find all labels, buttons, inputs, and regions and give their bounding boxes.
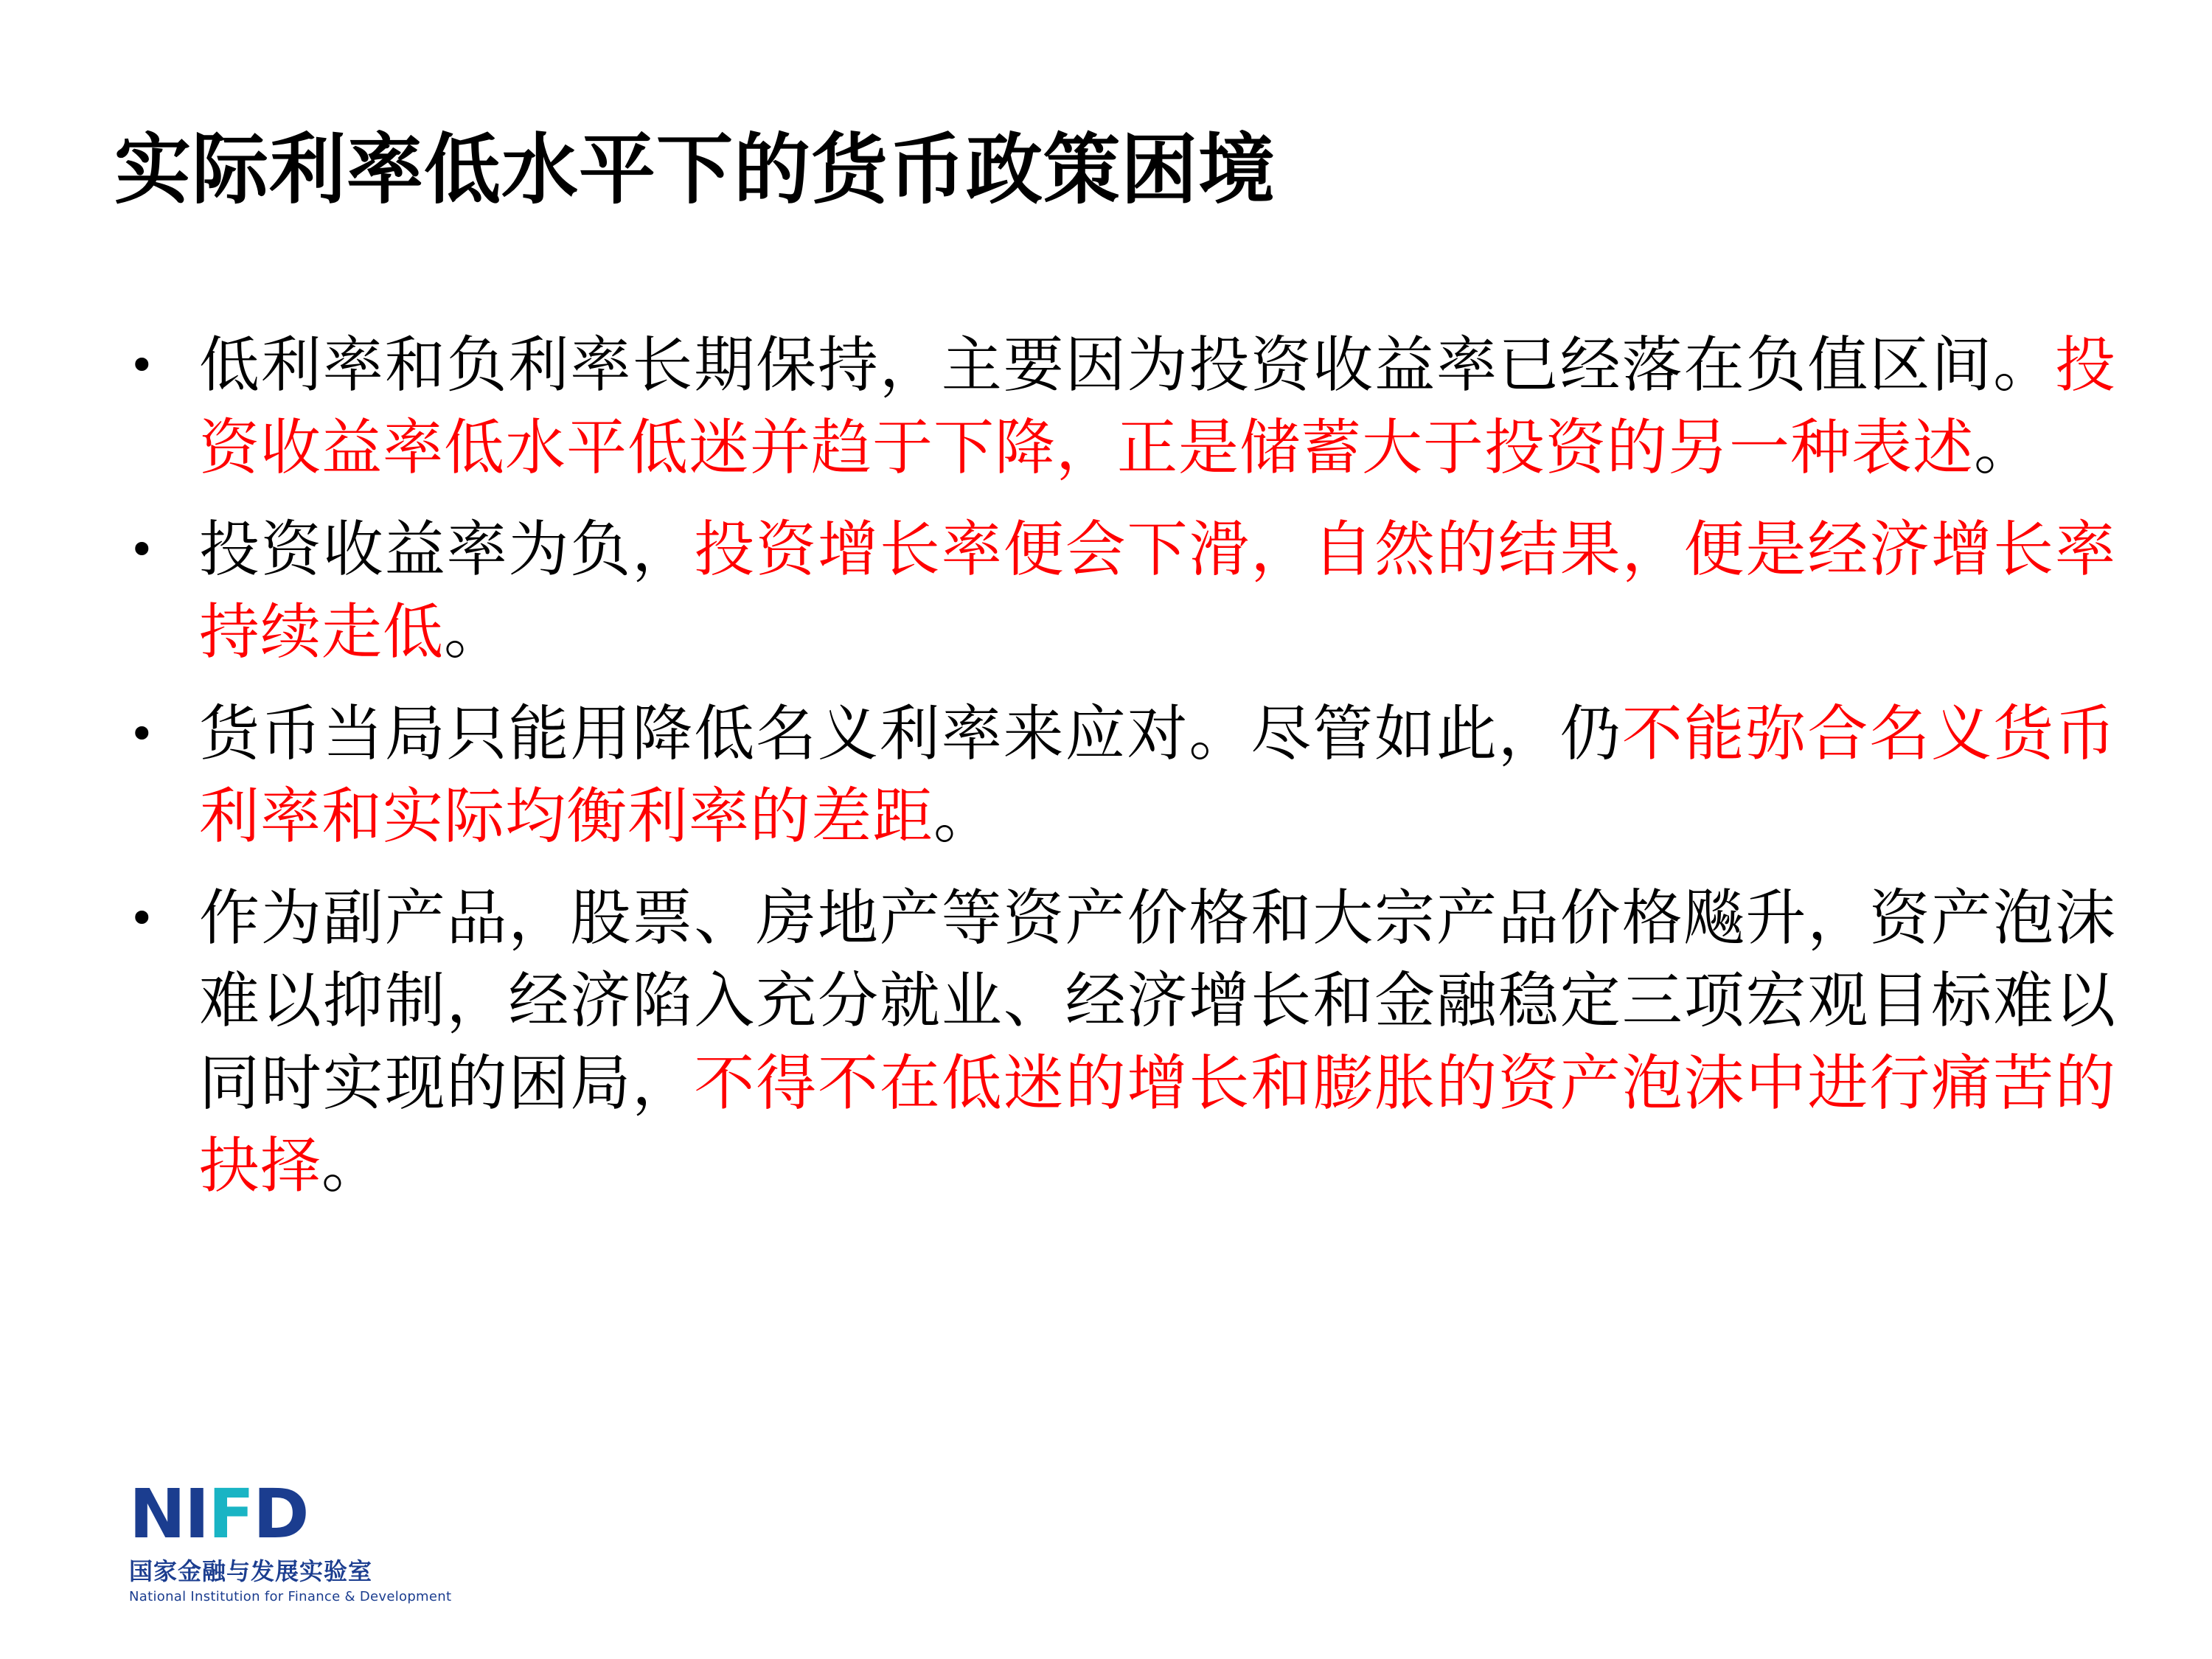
logo-letter-n: N	[129, 1475, 184, 1554]
list-item	[111, 877, 2116, 1208]
list-item-text: 不能弥合名义货币利率和实际均衡利率的差距	[199, 699, 2116, 852]
logo-letter-f: F	[208, 1475, 254, 1554]
list-item-text: 作为副产品，股票、房地产等资产价格和大宗产品价格飚升，资产泡沫难以抑制，经济陷入充分就业、经济增长和金融稳定三项宏观目标难以同时实现的困局，	[199, 883, 2116, 1119]
logo-name-cn: 国家金融与发展实验室	[129, 1557, 373, 1585]
list-item-text: 。	[1974, 413, 2036, 483]
bullet-marker-icon: •	[128, 523, 156, 577]
list-item	[111, 693, 2116, 858]
list-item-text: 投资收益率为负，	[199, 515, 695, 585]
logo-letter-i: I	[184, 1475, 209, 1554]
list-item	[111, 324, 2116, 490]
page-title: 实际利率低水平下的货币政策困境	[114, 125, 1276, 215]
bullet-marker-icon: •	[128, 338, 156, 392]
list-item-text: 。	[321, 1131, 383, 1201]
bullet-marker-icon: •	[128, 707, 156, 761]
list-item-text: 不得不在低迷的增长和膨胀的资产泡沫中进行痛苦的抉择	[199, 1048, 2116, 1201]
bullet-list	[111, 324, 2116, 1227]
list-item-text: 货币当局只能用降低名义利率来应对。尽管如此，仍	[199, 699, 1622, 769]
list-item-text: 。	[444, 597, 506, 667]
list-item	[111, 509, 2116, 674]
list-item-text: 投资收益率低水平低迷并趋于下降，正是储蓄大于投资的另一种表述	[199, 330, 2116, 483]
bullet-marker-icon: •	[128, 891, 156, 945]
logo-name-en: National Institution for Finance & Development	[129, 1589, 452, 1604]
list-item-text: 。	[933, 782, 995, 852]
logo-letter-d: D	[253, 1475, 308, 1554]
logo-wordmark	[129, 1475, 468, 1554]
list-item-text: 投资增长率便会下滑，自然的结果，便是经济增长率持续走低	[199, 515, 2116, 667]
nifd-logo	[129, 1475, 468, 1606]
list-item-text: 低利率和负利率长期保持，主要因为投资收益率已经落在负值区间。	[199, 330, 2055, 400]
